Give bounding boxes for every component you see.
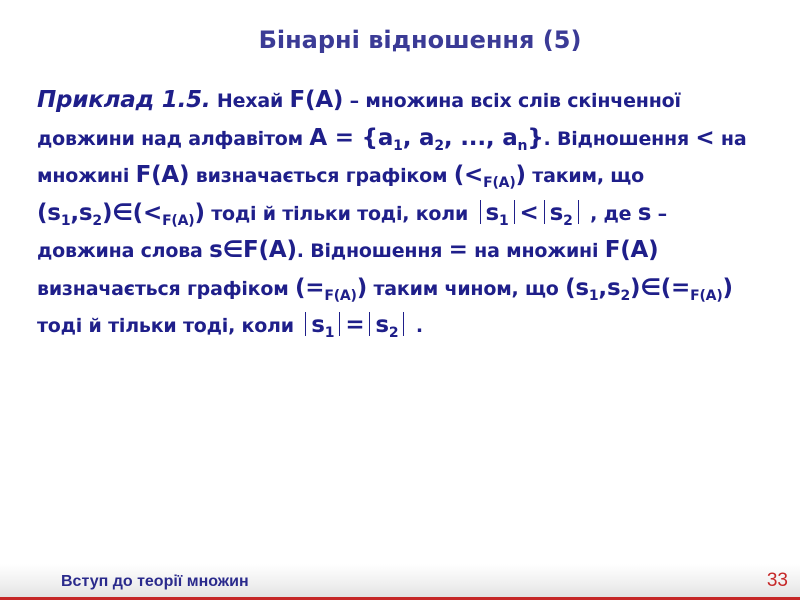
abs-bar xyxy=(305,312,306,336)
math-run: ) xyxy=(630,274,641,301)
text-run: визначається графіком xyxy=(189,165,454,187)
text-run: – xyxy=(651,202,667,225)
set-symbol: F(A) xyxy=(135,162,190,188)
subscript: 2 xyxy=(92,212,102,229)
graph-expression xyxy=(294,274,368,304)
paragraph-line-4 xyxy=(37,195,777,233)
math-run: ,s xyxy=(598,274,621,301)
subscript: F(A) xyxy=(162,212,195,229)
math-run: ) xyxy=(194,199,205,226)
element-of-symbol: ∈ xyxy=(222,237,244,263)
math-run: (= xyxy=(294,274,325,301)
subscript: 2 xyxy=(388,325,399,341)
math-run: (< xyxy=(132,199,163,226)
subscript: F(A) xyxy=(690,287,723,304)
text-run: . Відношення xyxy=(296,240,449,262)
paragraph-line-2 xyxy=(37,120,777,158)
subscript: 1 xyxy=(588,287,599,304)
abs-bar xyxy=(403,312,404,336)
math-run: (< xyxy=(453,162,484,188)
subscript: F(A) xyxy=(483,175,516,191)
text-run: – множина всіх слів скінченної xyxy=(343,90,681,112)
math-run: A = {a xyxy=(309,124,394,151)
pair-expression xyxy=(37,199,205,229)
paragraph-line-3 xyxy=(37,157,777,195)
abs-bar xyxy=(480,200,481,224)
math-run: ) xyxy=(101,199,113,226)
page-number: 33 xyxy=(766,570,788,591)
subscript: n xyxy=(517,137,528,154)
text-run: на xyxy=(714,127,747,150)
subscript: 1 xyxy=(393,137,403,154)
text-run: на множині xyxy=(467,240,605,262)
abs-bar xyxy=(578,200,579,224)
text-run: довжина слова xyxy=(37,240,210,262)
math-run: s xyxy=(311,312,325,338)
text-run: , де xyxy=(583,202,638,225)
text-run: . xyxy=(409,315,423,337)
subscript: 1 xyxy=(324,325,335,341)
math-run: < xyxy=(695,124,715,151)
paragraph-line-5 xyxy=(37,232,777,270)
paragraph-line-6 xyxy=(37,270,777,308)
text-run: . Відношення xyxy=(543,127,696,150)
math-run: ) xyxy=(515,162,526,188)
abs-bar xyxy=(514,200,515,224)
math-run: < xyxy=(519,199,539,226)
abs-bar xyxy=(339,312,340,336)
math-run: , a xyxy=(402,124,435,151)
math-run: , ..., a xyxy=(443,124,518,151)
text-run: довжини над алфавітом xyxy=(37,127,310,150)
graph-expression xyxy=(453,162,526,191)
subscript: 2 xyxy=(563,212,573,229)
abs-bar xyxy=(544,200,545,224)
math-run: s xyxy=(485,199,499,226)
slide-title: Бінарні відношення (5) xyxy=(258,26,582,54)
footer-course-title: Вступ до теорії множин xyxy=(61,573,249,590)
example-paragraph xyxy=(37,82,777,345)
subscript: 2 xyxy=(434,137,444,154)
math-run: ) xyxy=(722,274,733,301)
pair-expression xyxy=(565,274,733,304)
math-run: } xyxy=(527,124,544,151)
math-run: (s xyxy=(565,274,589,301)
math-run: = xyxy=(345,312,365,338)
math-run: = xyxy=(448,237,468,263)
subscript: F(A) xyxy=(324,287,357,304)
text-run: визначається графіком xyxy=(37,277,295,300)
math-run: (s xyxy=(37,199,61,226)
text-run: тоді й тільки тоді, коли xyxy=(204,202,475,225)
math-run: (= xyxy=(660,274,691,301)
paragraph-line-7 xyxy=(37,307,777,345)
example-heading: Приклад 1.5. xyxy=(37,87,211,113)
math-run: s xyxy=(375,312,389,338)
abs-bar xyxy=(369,312,370,336)
element-of-symbol: ∈ xyxy=(640,274,661,301)
text-run: тоді й тільки тоді, коли xyxy=(37,315,301,337)
math-run: s xyxy=(209,237,223,263)
subscript: 1 xyxy=(60,212,71,229)
math-run: s xyxy=(637,199,652,226)
set-symbol: F(A) xyxy=(243,237,297,263)
set-symbol: F(A) xyxy=(289,87,344,113)
set-symbol: F(A) xyxy=(604,237,659,263)
text-run: таким, що xyxy=(525,165,644,187)
text-run: множині xyxy=(37,165,136,187)
subscript: 1 xyxy=(499,212,509,229)
math-run: ) xyxy=(356,274,368,301)
text-run: таким чином, що xyxy=(367,277,566,300)
paragraph-line-1 xyxy=(37,82,777,120)
element-of-symbol: ∈ xyxy=(112,199,133,226)
math-run: ,s xyxy=(70,199,93,226)
subscript: 2 xyxy=(620,287,630,304)
text-run: Нехай xyxy=(210,90,290,112)
math-run: s xyxy=(549,199,564,226)
alphabet-expression xyxy=(309,124,544,154)
